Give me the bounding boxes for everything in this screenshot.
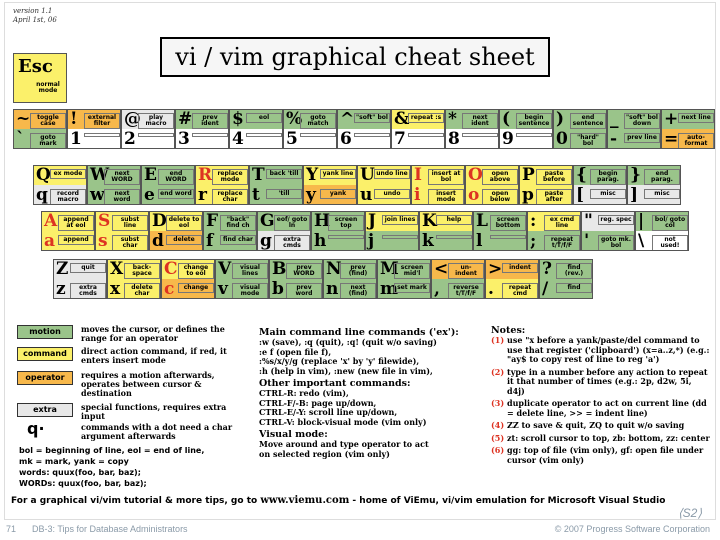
key-upper-desc: bol/ goto col [652, 215, 688, 231]
legend-operator: operator requires a motion afterwards, operates between cursor & destination [17, 371, 251, 385]
key-lt[interactable] [431, 259, 485, 299]
key-upper-desc: append at eol [58, 215, 94, 231]
key-lower-desc [192, 133, 228, 137]
key-nine[interactable] [499, 109, 553, 149]
key-upper-char: * [448, 109, 457, 129]
key-upper-char: L [476, 211, 488, 231]
footer-strip: For a graphical vi/vim tutorial & more tips, go to www.viemu.com - home of ViEmu, vi/vim emulation for Microsoft Visual Studio [11, 495, 666, 506]
key-lower-char: a [44, 231, 56, 251]
key-upper-char: @ [124, 109, 141, 129]
key-upper-desc: yank line [320, 169, 356, 179]
key-upper-desc: open above [482, 169, 518, 185]
key-f[interactable] [203, 211, 257, 251]
key-upper-char: " [584, 211, 593, 231]
key-upper-char: U [360, 165, 375, 185]
key-upper-desc: visual lines [232, 263, 268, 279]
key-upper-char: G [260, 211, 275, 231]
key-lower-desc [300, 133, 336, 137]
key-upper-char: Q [36, 165, 51, 185]
key-lower-desc: goto mk. bol [598, 235, 634, 251]
key-lower-char: g [260, 231, 272, 251]
key-e[interactable] [141, 165, 195, 205]
key-upper-char: I [414, 165, 422, 185]
note-item: (5) zt: scroll cursor to top, zb: bottom, zz: center [491, 432, 710, 443]
key-upper-desc: goto match [300, 113, 336, 129]
key-upper-desc: end WORD [158, 169, 194, 185]
version-info: version 1.1 April 1st, 06 [13, 7, 57, 24]
key-lower-desc: misc [590, 189, 626, 199]
key-lower-desc: next word [104, 189, 140, 205]
key-upper-desc: back 'till [266, 169, 302, 179]
key-upper-desc: prev ident [192, 113, 228, 129]
key-upper-char: : [530, 211, 537, 231]
key-lower-desc [382, 235, 418, 239]
key-lower-desc: prev word [286, 283, 322, 299]
key-lower-char: = [664, 129, 679, 149]
note-item: (4) ZZ to save & quit, ZQ to quit w/o saving [491, 420, 685, 430]
copyright: © 2007 Progress Software Corporation [554, 524, 710, 534]
key-upper-desc: replace mode [212, 169, 248, 185]
key-upper-char: ) [556, 109, 565, 129]
key-upper-desc: undo line [374, 169, 410, 179]
key-upper-char: K [422, 211, 437, 231]
key-minus[interactable] [607, 109, 661, 149]
key-upper-desc: screen mid'l [394, 263, 430, 279]
key-lower-desc [246, 133, 282, 137]
key-lower-desc: reverse t/T/f/F [448, 283, 484, 299]
other-cmds-title: Other important commands: [259, 378, 411, 389]
key-lower-char: m [380, 279, 398, 299]
key-upper-desc: change to eol [178, 263, 214, 279]
key-upper-desc: quit [70, 263, 106, 273]
key-c[interactable] [161, 259, 215, 299]
key-lower-desc [490, 235, 526, 239]
key-lower-char: 2 [124, 129, 136, 149]
key-lower-desc: prev line [624, 133, 660, 143]
key-lower-desc: insert mode [428, 189, 464, 205]
key-upper-char: < [434, 259, 449, 279]
key-lower-desc: not used! [652, 235, 688, 251]
key-upper-desc: prev WORD [286, 263, 322, 279]
key-lower-desc: find [556, 283, 592, 293]
key-lower-desc: repeat cmd [502, 283, 538, 299]
notes-title: Notes: [491, 325, 526, 336]
key-lower-desc: delete [166, 235, 202, 245]
key-r[interactable] [195, 165, 249, 205]
key-lower-char: 9 [502, 129, 514, 149]
key-lower-char: 5 [286, 129, 298, 149]
key-upper-desc: repeat :s [408, 113, 444, 123]
key-lower-char: e [144, 185, 155, 205]
key-upper-char: _ [610, 109, 619, 129]
key-upper-desc: delete to eol [166, 215, 202, 231]
key-lower-char: b [272, 279, 284, 299]
key-lower-char: f [206, 231, 214, 251]
key-upper-desc: insert at bol [428, 169, 464, 185]
key-upper-desc: screen bottom [490, 215, 526, 231]
key-lower-char: k [422, 231, 434, 251]
key-lower-char: [ [576, 185, 585, 205]
key-lower-desc: "hard" bol [570, 133, 606, 149]
key-lower-char: 3 [178, 129, 190, 149]
key-h[interactable] [311, 211, 365, 251]
key-lower-char: w [90, 185, 105, 205]
key-lower-char: r [198, 185, 207, 205]
key-lower-desc: yank [320, 189, 356, 199]
key-lower-char: , [434, 279, 440, 299]
key-lower-char: v [218, 279, 228, 299]
key-upper-char: } [630, 165, 641, 185]
key-lower-desc: paste after [536, 189, 572, 205]
viemu-link[interactable]: www.viemu.com [260, 495, 350, 506]
key-s[interactable] [95, 211, 149, 251]
key-t[interactable] [249, 165, 303, 205]
key-lower-desc: undo [374, 189, 410, 199]
key-lower-char: u [360, 185, 373, 205]
key-lower-char: / [542, 279, 549, 299]
key-lower-desc: delete char [124, 283, 160, 299]
legend-command: command direct action command, if red, it enters insert mode [17, 347, 251, 361]
key-j[interactable] [365, 211, 419, 251]
key-upper-desc: toggle case [30, 113, 66, 129]
key-lower-char: d [152, 231, 164, 251]
key-lower-char: 8 [448, 129, 460, 149]
key-upper-char: ! [70, 109, 78, 129]
key-lower-char: h [314, 231, 327, 251]
key-lower-desc: set mark [394, 283, 430, 293]
key-brace2[interactable] [627, 165, 681, 205]
key-lower-desc [436, 235, 472, 239]
key-lower-desc: misc [644, 189, 680, 199]
key-lower-char: ` [16, 129, 25, 149]
slide-number: 71 [6, 524, 17, 534]
key-upper-char: B [272, 259, 287, 279]
key-y[interactable] [303, 165, 357, 205]
key-upper-char: M [380, 259, 399, 279]
key-five[interactable] [283, 109, 337, 149]
key-zero[interactable] [553, 109, 607, 149]
key-lower-char: n [326, 279, 339, 299]
key-lower-desc: subst char [112, 235, 148, 251]
slide-footer [0, 506, 720, 540]
key-lower-char: s [98, 231, 108, 251]
key-lower-char: l [476, 231, 483, 251]
key-lower-char: ] [630, 185, 639, 205]
key-upper-char: & [394, 109, 410, 129]
key-lower-char: j [368, 231, 375, 251]
key-lower-char: - [610, 129, 618, 149]
key-quote[interactable] [581, 211, 635, 251]
key-upper-desc: "soft" bol [356, 114, 388, 121]
commands-column: Main command line commands ('ex'): :w (save), :q (quit), :q! (quit w/o saving) :e f (open file f), :%s/x/y/g (replace 'x' by 'y' filewide), :h (help in vim), :new (new file in vim), Other important commands: CTRL-R: redo (vim), CTRL-F/-B: page up/down, CTRL-E/-Y: scroll line up/down, CTRL-V: block-visual mode (vim only) Visual mode: Move around and type operator to act on selected region (vim only) [259, 325, 487, 459]
key-lower-char: y [306, 185, 316, 205]
key-four[interactable] [229, 109, 283, 149]
key-i[interactable] [411, 165, 465, 205]
key-lower-char: 0 [556, 129, 568, 149]
key-lower-char: ; [530, 231, 537, 251]
key-n[interactable] [323, 259, 377, 299]
key-upper-char: O [468, 165, 483, 185]
key-two[interactable] [121, 109, 175, 149]
key-lower-desc [328, 235, 364, 239]
key-upper-char: V [218, 259, 232, 279]
key-upper-char: X [110, 259, 124, 279]
key-colon[interactable] [527, 211, 581, 251]
key-upper-desc: ex cmd line [544, 215, 580, 231]
key-x[interactable] [107, 259, 161, 299]
key-w[interactable] [87, 165, 141, 205]
key-three[interactable] [175, 109, 229, 149]
key-lower-char: 6 [340, 129, 352, 149]
key-lower-desc [462, 133, 498, 137]
note-item: (1) use "x before a yank/paste/del command to use that register ('clipboard') (x=a..z,*) (e.g.: "ay$ to copy rest of line to reg 'a') [491, 335, 710, 364]
key-upper-desc: un-indent [448, 263, 484, 279]
key-upper-desc: begin sentence [516, 113, 552, 129]
key-lower-desc [354, 133, 390, 137]
key-upper-desc: reg. spec [598, 215, 634, 225]
key-upper-desc: eof/ goto ln [274, 215, 310, 231]
key-lower-char: o [468, 185, 480, 205]
key-upper-char: R [198, 165, 213, 185]
legend-dot: q· commands with a dot need a char argument afterwards [27, 419, 233, 441]
key-upper-desc: indent [502, 263, 538, 273]
key-gt[interactable] [485, 259, 539, 299]
key-upper-desc: next WORD [104, 169, 140, 185]
key-lower-char: p [522, 185, 534, 205]
keyboard [11, 53, 711, 313]
key-upper-char: J [368, 211, 377, 231]
key-lower-desc: visual mode [232, 283, 268, 299]
legend-extra: extra special functions, requires extra input [17, 403, 251, 417]
key-lower-desc: extra cmds [274, 235, 310, 251]
key-upper-char: D [152, 211, 167, 231]
key-upper-char: H [314, 211, 331, 231]
slide-subtitle: DB-3: Tips for Database Administrators [32, 524, 188, 534]
key-upper-char: + [664, 109, 679, 129]
key-upper-char: { [576, 165, 587, 185]
key-tilde[interactable] [13, 109, 67, 149]
key-lower-char: t [252, 185, 260, 205]
key-upper-char: F [206, 211, 219, 231]
key-upper-desc: play macro [138, 113, 174, 129]
key-upper-desc: external filter [84, 113, 120, 129]
key-esc[interactable] [13, 53, 67, 103]
key-upper-char: A [44, 211, 58, 231]
key-upper-desc: subst line [112, 215, 148, 231]
key-b[interactable] [269, 259, 323, 299]
key-upper-desc: "back" find ch [220, 215, 256, 231]
legend-motion: motion moves the cursor, or defines the range for an operator [17, 325, 251, 339]
key-lower-char: i [414, 185, 421, 205]
key-upper-desc: back-space [124, 263, 160, 279]
key-a[interactable] [41, 211, 95, 251]
key-esc-desc: normal mode [36, 81, 60, 94]
key-lower-desc: append [58, 235, 94, 245]
key-upper-desc: next line [678, 113, 714, 123]
key-lower-char: x [110, 279, 121, 299]
key-upper-desc: end sentence [570, 113, 606, 129]
key-lower-char: c [164, 279, 175, 299]
key-o[interactable] [465, 165, 519, 205]
main-cmds-title: Main command line commands ('ex'): [259, 327, 459, 338]
key-upper-char: ? [542, 259, 552, 279]
key-upper-desc: eol [246, 113, 282, 123]
note-item: (3) duplicate operator to act on current line (dd = delete line, >> = indent line) [491, 398, 707, 418]
key-k[interactable] [419, 211, 473, 251]
key-upper-desc: ex mode [50, 169, 86, 179]
key-lower-char: 7 [394, 129, 406, 149]
key-pipe[interactable] [635, 211, 689, 251]
key-lower-desc: record macro [50, 189, 86, 205]
key-upper-char: # [178, 109, 193, 129]
key-g[interactable] [257, 211, 311, 251]
key-upper-char: % [286, 109, 303, 129]
key-lower-char: z [56, 279, 66, 299]
key-upper-desc: end parag. [644, 169, 680, 185]
key-upper-char: | [638, 211, 645, 231]
key-v[interactable] [215, 259, 269, 299]
key-upper-char: ~ [16, 109, 31, 129]
key-lower-desc: auto-format [678, 133, 714, 149]
key-upper-desc: begin parag. [590, 169, 626, 185]
cheat-sheet [4, 2, 716, 520]
key-upper-char: Z [56, 259, 69, 279]
key-lower-desc: 'till [266, 189, 302, 199]
key-upper-char: ( [502, 109, 511, 129]
key-upper-char: Y [306, 165, 319, 185]
key-lower-char: 4 [232, 129, 244, 149]
key-upper-desc: next ident [462, 113, 498, 129]
key-lower-desc: next (find) [340, 283, 376, 299]
key-lower-char: q [36, 185, 48, 205]
key-esc-char: Esc [18, 56, 53, 77]
key-upper-desc: prev (find) [340, 263, 376, 279]
key-lower-char: 1 [70, 129, 82, 149]
key-upper-char: ^ [340, 109, 355, 129]
key-lower-desc: replace char [212, 189, 248, 205]
key-one[interactable] [67, 109, 121, 149]
key-upper-char: N [326, 259, 342, 279]
key-l[interactable] [473, 211, 527, 251]
key-lower-desc [408, 133, 444, 137]
key-upper-desc: find (rev.) [556, 263, 592, 279]
key-lower-char: \ [638, 231, 645, 251]
key-lower-desc: end word [158, 189, 194, 199]
key-upper-desc: join lines [382, 215, 418, 225]
notes-column [491, 325, 711, 468]
key-q[interactable] [33, 165, 87, 205]
key-upper-char: E [144, 165, 157, 185]
key-lower-desc: repeat t/T/f/F [544, 235, 580, 251]
key-upper-desc: paste before [536, 169, 572, 185]
key-upper-char: P [522, 165, 535, 185]
key-upper-desc: screen top [328, 215, 364, 231]
key-lower-desc: open below [482, 189, 518, 205]
key-upper-char: > [488, 259, 503, 279]
key-lower-desc: change [178, 283, 214, 293]
key-slash[interactable] [539, 259, 593, 299]
key-lower-char: ' [584, 231, 590, 251]
key-upper-char: C [164, 259, 178, 279]
key-plus[interactable] [661, 109, 715, 149]
company-logo: ⟨S2⟩ [677, 506, 702, 520]
key-lower-desc: goto mark [30, 133, 66, 149]
key-p[interactable] [519, 165, 573, 205]
key-brace[interactable] [573, 165, 627, 205]
key-upper-char: $ [232, 109, 244, 129]
page-title: vi / vim graphical cheat sheet [175, 43, 535, 71]
glossary: bol = beginning of line, eol = end of line, mk = mark, yank = copy words: quux(foo, bar, baz); WORDs: quux(foo, bar, baz); [19, 446, 205, 488]
note-item: (6) gg: top of file (vim only), gf: open file under cursor (vim only) [491, 445, 704, 465]
key-d[interactable] [149, 211, 203, 251]
key-seven[interactable] [391, 109, 445, 149]
key-m[interactable] [377, 259, 431, 299]
key-z[interactable] [53, 259, 107, 299]
key-eight[interactable] [445, 109, 499, 149]
key-upper-char: S [98, 211, 111, 231]
key-u[interactable] [357, 165, 411, 205]
key-six[interactable] [337, 109, 391, 149]
key-upper-desc: help [436, 215, 472, 225]
key-lower-desc [516, 133, 552, 137]
key-upper-char: W [90, 165, 110, 185]
key-lower-desc [138, 133, 174, 137]
key-lower-desc: find char [220, 235, 256, 245]
key-upper-char: T [252, 165, 265, 185]
key-upper-desc: "soft" bol down [626, 114, 658, 127]
visual-mode-title: Visual mode: [259, 429, 328, 440]
key-lower-desc: extra cmds [70, 283, 106, 299]
key-lower-desc [84, 133, 120, 137]
key-lower-char: . [488, 279, 494, 299]
note-item: (2) type in a number before any action to repeat it that number of times (e.g.: 2p, d2w, 5i, d4j) [491, 366, 708, 396]
